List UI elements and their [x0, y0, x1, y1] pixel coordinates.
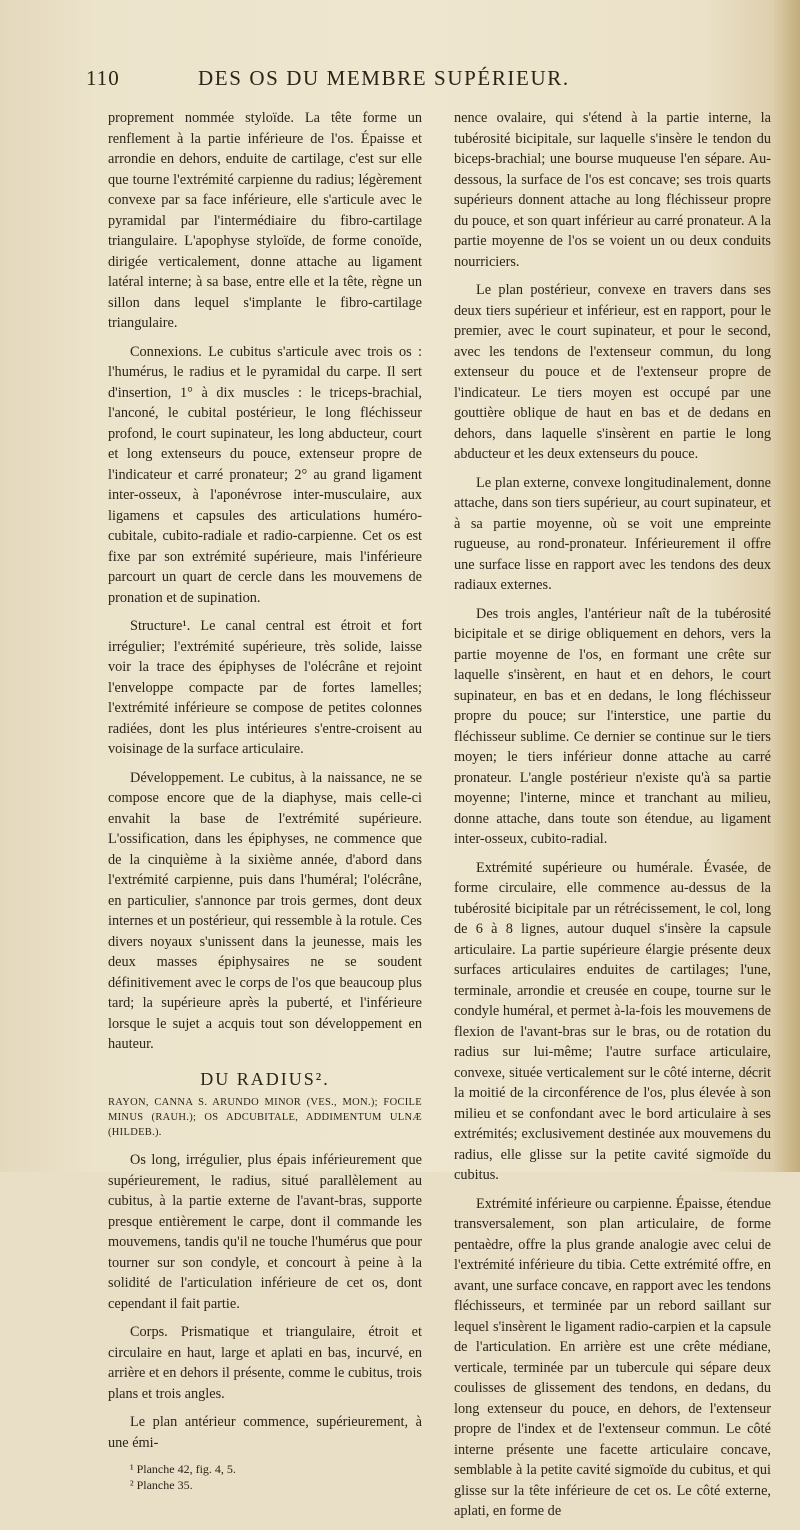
paragraph-structure: Structure¹. Le canal central est étroit et fort irrégulier; l'extrémité supérieure, très solide, laisse voir la trace des épiphyses de l'olécrâne et rejoint l'enveloppe compacte par de fortes lamelles; l'extrémité inférieure se compose de petites colonnes radiées, dont les plus intérieures s'entre-croisent au voisinage de la surface articulaire. — [108, 618, 422, 757]
left-column — [108, 108, 422, 1493]
paragraph-corps: Corps. Prismatique et triangulaire, étroit et circulaire en haut, large et aplati en bas, incurvé, en arrière et en dehors il présente, comme le cubitus, trois plans et trois angles. — [108, 1324, 422, 1402]
paragraph: nence ovalaire, qui s'étend à la partie interne, la tubérosité bicipitale, sur laquelle s'insère le tendon du biceps-brachial; une bourse muqueuse l'en sépare. Au-dessous, la surface de l'os est concave; ses trois quarts supérieurs donnent attache au long fléchisseur propre du pouce, et son quart inférieur au carré pronateur. A la partie moyenne de l'os se voient un ou deux conduits nourriciers. — [454, 110, 771, 270]
paragraph-plan-posterieur: Le plan postérieur, convexe en travers dans ses deux tiers supérieur et inférieur, est en rapport, pour le premier, avec le court supinateur, et pour le second, avec les tendons de l'extenseur commun, du long extenseur du pouce et de l'extenseur propre de l'indicateur. Le tiers moyen est occupé par une gouttière oblique de haut en bas et de dedans en dehors, dans laquelle s'insèrent en partie le long abducteur et les deux extenseurs du pouce. — [454, 282, 771, 462]
synonyms-line: RAYON, CANNA S. ARUNDO MINOR (VES., MON.); FOCILE MINUS (RAUH.); OS ADCUBITALE, ADDIMENTUM ULNÆ (HILDEB.). — [108, 1097, 422, 1138]
paragraph-extremite-superieure: Extrémité supérieure ou humérale. Évasée, de forme circulaire, elle commence au-dessus de la tubérosité bicipitale par un rétrécissement, le col, long de 6 à 8 lignes, autour duquel s'insère la capsule articulaire. La partie supérieure élargie présente deux surfaces articulaires enduites de cartilages; l'une, terminale, arrondie et creusée en coupe, tourne sur le condyle huméral, et permet à-la-fois les mouvemens de flexion de l'avant-bras sur le bras, ou de rotation du radius sur lui-même; l'autre surface articulaire, convexe, située verticalement sur le côté interne, décrit la moitié de la circonférence de l'os, plus élevée à son milieu et se confondant avec le bord articulaire à ses extrémités; exclusivement destinée aux mouvemens du radius, elle glisse sur la petite cavité sigmoïde du cubitus. — [454, 859, 771, 1183]
page-header — [0, 66, 800, 100]
footnote: ² Planche 35. — [130, 1478, 193, 1492]
paragraph-angles: Des trois angles, l'antérieur naît de la tubérosité bicipitale et se dirige obliquement en dehors, vers la partie moyenne de l'os, en formant une crête sur laquelle s'insèrent, en haut et en dehors, le court supinateur, en bas et en dedans, le long fléchisseur propre du pouce; sur l'interstice, une partie du fléchisseur sublime. Ce dernier se continue sur le tiers moyen; le tiers inférieur donne attache au carré pronateur. L'angle postérieur n'existe qu'à sa partie moyenne; l'interne, mince et tranchant au milieu, donne attache, dans toute son étendue, au ligament inter-osseux, cubito-radial. — [454, 605, 771, 847]
paragraph-plan-externe: Le plan externe, convexe longitudinalement, donne attache, dans son tiers supérieur, au court supinateur, et à sa partie moyenne, où se voit une empreinte rugueuse, au rond-pronateur. Inférieurement il offre une surface lisse en rapport avec les tendons des deux radiaux externes. — [454, 474, 771, 593]
paragraph-developpement: Développement. Le cubitus, à la naissance, ne se compose encore que de la diaphyse, mais celle-ci envahit la base de l'extrémité supérieure. L'ossification, dans les épiphyses, ne commence que de la cinquième à la sixième année, d'abord dans l'extrémité carpienne, puis dans l'huméral; l'olécrâne, en particulier, s'annonce par trois germes, dont deux internes et un postérieur, qui ressemble à la rotule. Ces divers noyaux s'unissent dans la jeunesse, mais les deux masses épiphysaires ne se soudent définitivement avec le corps de l'os que beaucoup plus tard; la supérieure après la puberté, et l'inférieure lorsque le sujet a acquis tout son développement en hauteur. — [108, 769, 422, 1052]
footnotes — [108, 1461, 422, 1493]
paragraph-plan-anterieur: Le plan antérieur commence, supérieurement, à une émi- — [108, 1414, 422, 1451]
running-title: DES OS DU MEMBRE SUPÉRIEUR. — [198, 66, 570, 90]
paragraph: proprement nommée styloïde. La tête forme un renflement à la partie inférieure de l'os. Épaisse et arrondie en dehors, enduite de cartilage, c'est sur elle que tourne l'extrémité carpienne du radius; légèrement convexe par sa face inférieure, elle s'articule avec le pyramidal par l'intermédiaire du fibro-cartilage triangulaire. L'apophyse styloïde, de forme conoïde, dirigée verticalement, donne attache au ligament latéral interne; à sa base, entre elle et la tête, règne un sillon dans lequel s'implante le fibro-cartilage triangulaire. — [108, 110, 422, 331]
paragraph-connexions: Connexions. Le cubitus s'articule avec trois os : l'humérus, le radius et le pyramidal du carpe. Il sert d'insertion, 1° à dix muscles : le triceps-brachial, l'anconé, le cubital postérieur, le long fléchisseur profond, le court supinateur, les long abducteur, court et long extenseurs du pouce, extenseur propre de l'indicateur et carré pronateur; 2° au grand ligament inter-osseux, à l'aponévrose inter-musculaire, aux ligamens et capsules des articulations huméro-cubitale, cubito-radiale et radio-carpienne. Cet os est fixe par son extrémité supérieure, mais l'inférieure parcourt un quart de cercle dans les mouvemens de pronation et de supination. — [108, 343, 422, 606]
paragraph-radius-intro: Os long, irrégulier, plus épais inférieurement que supérieurement, le radius, situé parallèlement au cubitus, à la partie externe de l'avant-bras, supporte presque entièrement le carpe, dont il commande les mouvemens, tandis qu'il ne touche l'humérus que pour tourner sur son condyle, et concourt à peine à la solidité de l'articulation inférieure de cet os, dont cependant il fait partie. — [108, 1152, 422, 1312]
right-column — [454, 108, 771, 1530]
page-edge-stain — [772, 0, 800, 1172]
page-number: 110 — [86, 66, 120, 90]
section-title: DU RADIUS². — [200, 1068, 330, 1089]
paragraph-extremite-inferieure: Extrémité inférieure ou carpienne. Épaisse, étendue transversalement, son plan articulaire, de forme pentaèdre, offre la plus grande analogie avec celui de l'extrémité inférieure du tibia. Cette extrémité offre, en avant, une surface concave, en rapport avec les tendons fléchisseurs, et terminée par un rebord saillant sur lequel s'insèrent le ligament radio-carpien et la capsule de l'articulation. En arrière est une crête médiane, verticale, terminée par un tubercule qui sépare deux coulisses de glissement des tendons, en dedans, du long extenseur du pouce, en dehors, de l'extenseur propre de l'index et de l'extenseur commun. Le côté interne présente une facette articulaire concave, semblable à la petite cavité sigmoïde du cubitus, et qui glisse sur la tête inférieure de cet os. Le côté externe, aplati, en forme de — [454, 1195, 771, 1519]
footnote: ¹ Planche 42, fig. 4, 5. — [130, 1462, 236, 1476]
